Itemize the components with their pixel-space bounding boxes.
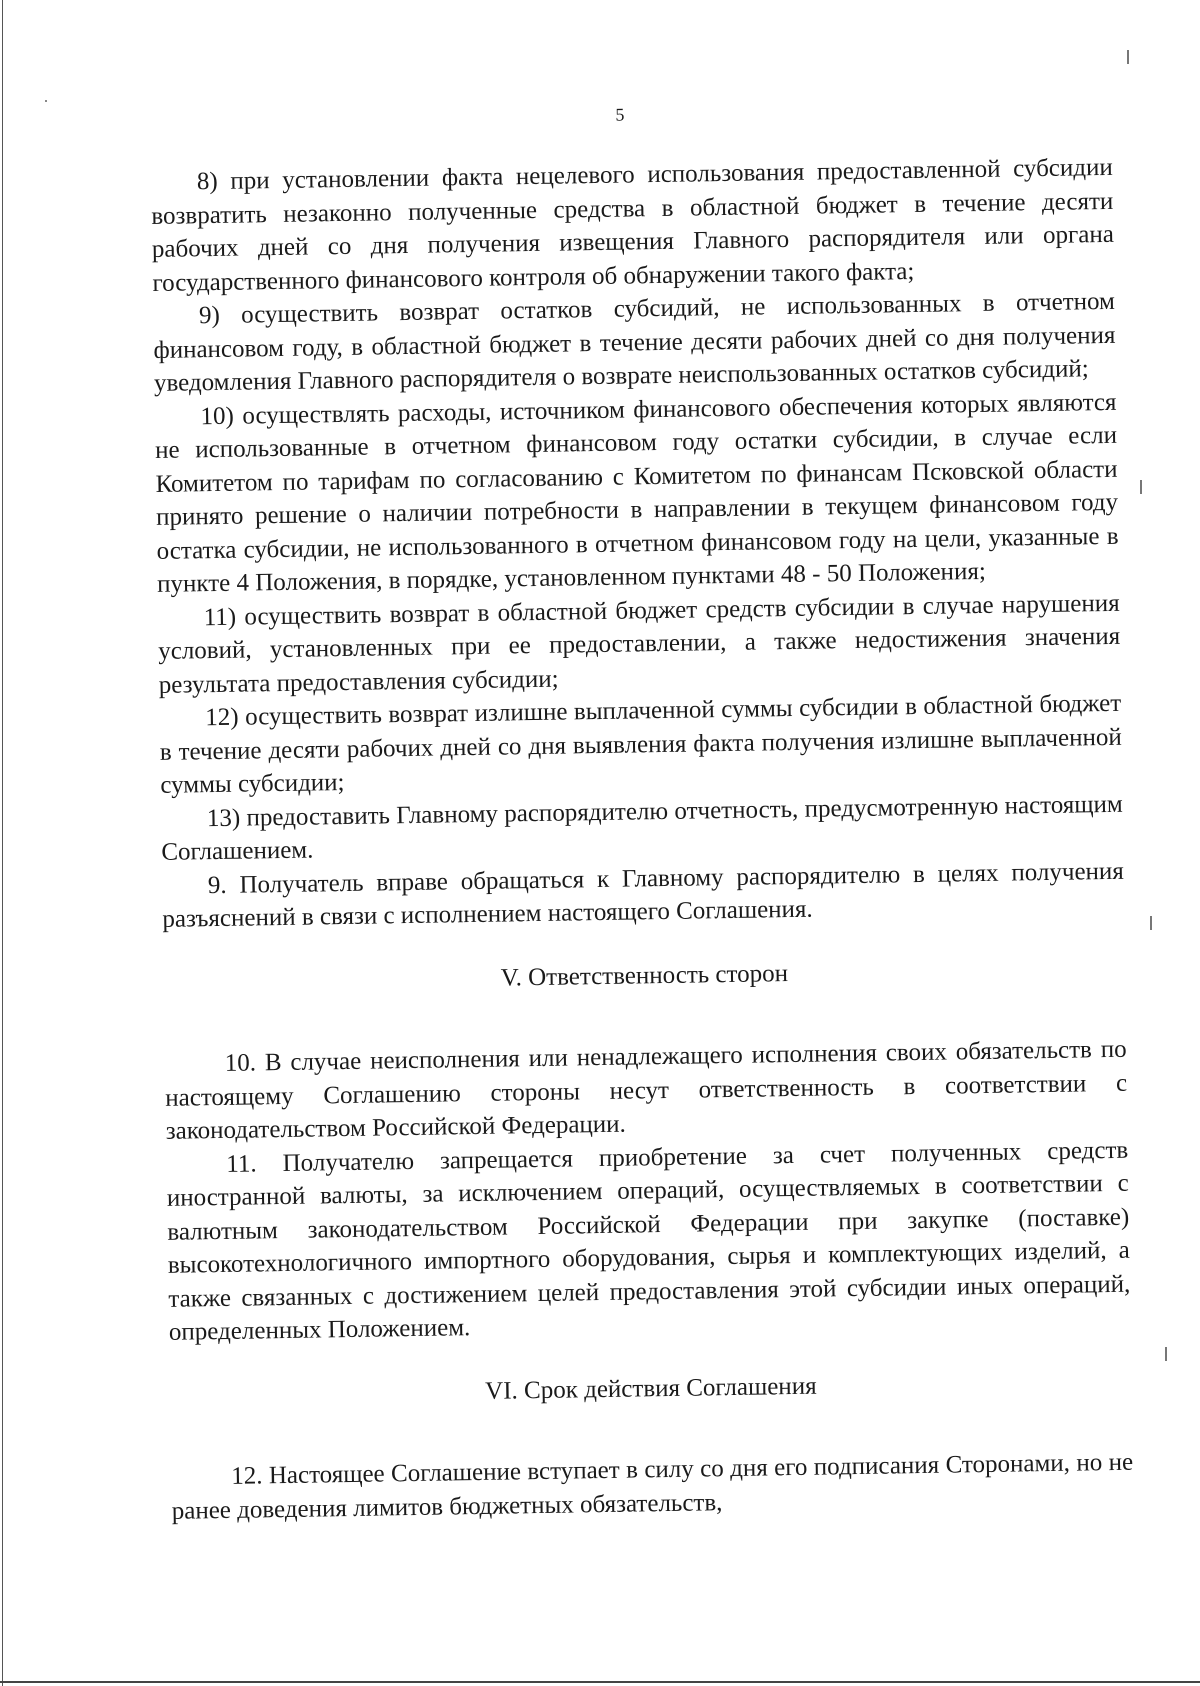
scan-speck: [45, 100, 47, 102]
page-number: 5: [615, 104, 625, 125]
document-body: [151, 151, 1134, 1528]
scan-artifact: [1165, 1347, 1167, 1361]
paragraph-item-9: 9) осуществить возврат остатков субсидий, не использованных в отчетном финансовом году, в областной бюджет в течение десяти рабочих дней со дня получения уведомления Главного распорядителя о возврате неиспользованных остатков субсидий;: [153, 287, 1116, 397]
section-vi-title: VI. Срок действия Соглашения: [484, 1372, 817, 1405]
scan-edge-left: [2, 0, 3, 1686]
paragraph-clause-10: 10. В случае неисполнения или ненадлежащего исполнения своих обязательств по настоящему Соглашению стороны несут ответственность в соответствии с законодательством Российской Федерации.: [165, 1035, 1128, 1145]
paragraph-clause-9: 9. Получатель вправе обращаться к Главному распорядителю в целях получения разъяснений в связи с исполнением настоящего Соглашения.: [162, 857, 1125, 933]
paragraph-item-13: 13) предоставить Главному распорядителю отчетность, предусмотренную настоящим Соглашением.: [161, 790, 1123, 866]
paragraph-item-12: 12) осуществить возврат излишне выплаченной суммы субсидии в областной бюджет в течение десяти рабочих дней со дня выявления факта получения излишне выплаченной суммы субсидии;: [159, 689, 1122, 799]
scan-artifact: [1150, 916, 1152, 930]
scan-artifact: [1127, 50, 1129, 64]
paragraph-item-8: 8) при установлении факта нецелевого использования предоставленной субсидии возвратить незаконно полученные средства в областной бюджет в течение десяти рабочих дней со дня получения извещения Главного распорядителя или органа государственного финансового контроля об обнаружении такого факта;: [151, 153, 1115, 297]
scan-artifact: [1140, 480, 1142, 494]
section-v-title: V. Ответственность сторон: [500, 959, 789, 992]
paragraph-item-10: 10) осуществлять расходы, источником финансового обеспечения которых являются не использованные в отчетном финансовом году остатки субсидии, в случае если Комитетом по тарифам по согласованию с Комитетом по финансам Псковской области принято решение о наличии потребности в направлении в текущем финансовом году остатка субсидии, не использованного в отчетном финансовом году на цели, указанные в пункте 4 Положения, в порядке, установленном пунктами 48 - 50 Положения;: [154, 388, 1119, 598]
paragraph-clause-12: 12. Настоящее Соглашение вступает в силу со дня его подписания Сторонами, но не ранее доведения лимитов бюджетных обязательств,: [171, 1448, 1134, 1525]
scan-edge-bottom: [0, 1681, 1200, 1683]
paragraph-clause-11: 11. Получателю запрещается приобретение за счет полученных средств иностранной валюты, за исключением операций, осуществляемых в соответствии с валютным законодательством Российской Федерации при закупке (поставке) высокотехнологичного импортного оборудования, сырья и комплектующих изделий, а также связанных с достижением целей предоставления этой субсидии иных операций, определенных Положением.: [166, 1136, 1131, 1346]
paragraph-item-11: 11) осуществить возврат в областной бюджет средств субсидии в случае нарушения условий, установленных при ее предоставлении, а также недостижения значения результата предоставления субсидии;: [158, 589, 1121, 699]
